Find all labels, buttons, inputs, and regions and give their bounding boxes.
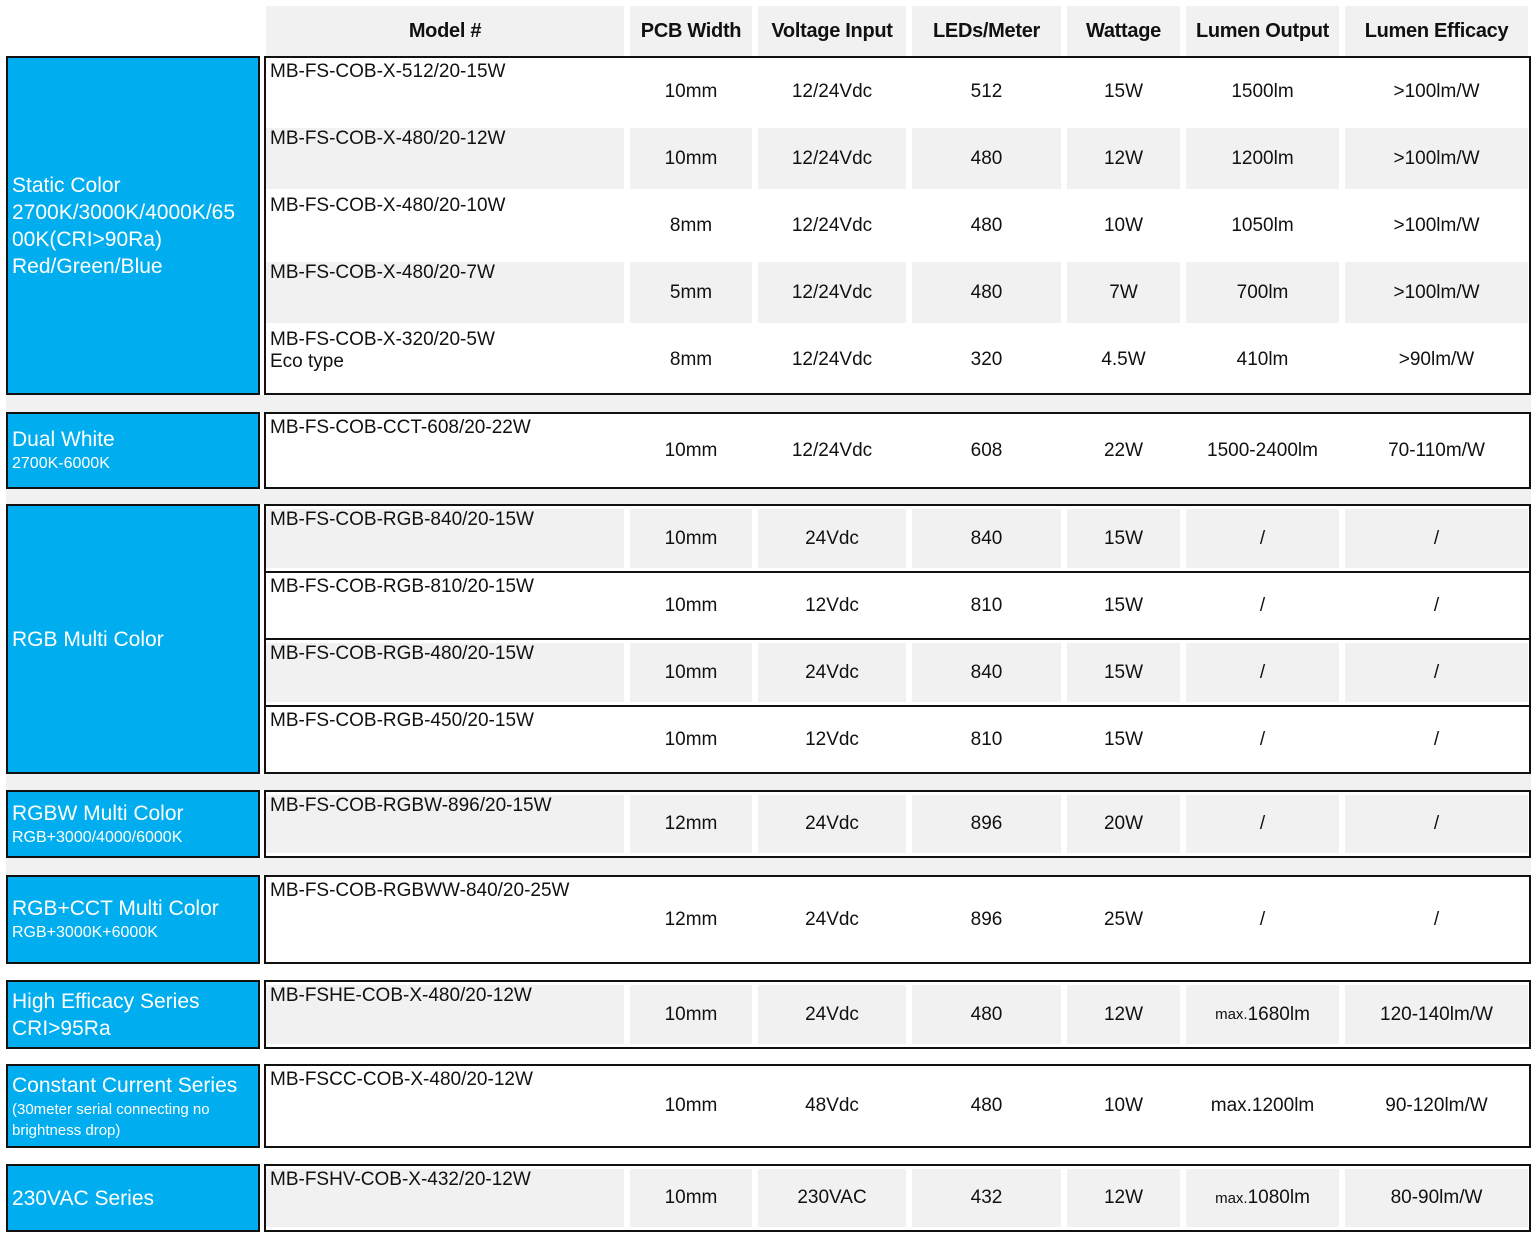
group-separator [6, 774, 1531, 790]
leds-cell: 896 [970, 908, 1003, 930]
model-note: Eco type [270, 351, 344, 372]
efficacy-cell: >100lm/W [1345, 128, 1528, 189]
category-title: 230VAC Series [12, 1186, 155, 1210]
efficacy-cell: >100lm/W [1393, 80, 1480, 102]
leds-cell: 896 [912, 795, 1061, 853]
wattage-cell: 10W [1103, 214, 1144, 236]
category-230vac [6, 1164, 260, 1232]
efficacy-cell: / [1433, 728, 1440, 750]
wattage-cell: 12W [1067, 128, 1180, 189]
model-cell: MB-FS-COB-X-320/20-5W Eco type [270, 329, 495, 372]
header-leds-per-meter: LEDs/Meter [912, 6, 1061, 56]
efficacy-cell: / [1433, 594, 1440, 616]
header-voltage-input: Voltage Input [758, 6, 906, 56]
wattage-cell: 12W [1067, 1169, 1180, 1227]
category-note: (30meter serial connecting no brightness drop) [12, 1100, 210, 1139]
wattage-cell: 15W [1103, 728, 1144, 750]
pcb-cell: 5mm [630, 262, 752, 323]
category-subtitle: RGB+3000/4000/6000K [12, 828, 183, 846]
wattage-cell: 12W [1067, 985, 1180, 1044]
efficacy-cell: / [1433, 908, 1440, 930]
leds-cell: 480 [970, 214, 1003, 236]
leds-cell: 480 [912, 128, 1061, 189]
model-cell: MB-FS-COB-RGB-480/20-15W [266, 643, 624, 702]
efficacy-cell: 70-110m/W [1388, 439, 1485, 461]
table-row [266, 792, 1529, 856]
lumen-cell: max. 1080lm [1186, 1169, 1339, 1227]
group-rows [264, 412, 1531, 489]
pcb-cell: 10mm [664, 1095, 718, 1116]
leds-cell: 840 [912, 509, 1061, 568]
group-separator [6, 489, 1531, 504]
table-row [266, 259, 1529, 326]
model-cell: MB-FS-COB-X-480/20-10W [270, 195, 506, 216]
header-lumen-output: Lumen Output [1186, 6, 1339, 56]
leds-cell: 840 [912, 643, 1061, 702]
group-separator [6, 395, 1531, 412]
efficacy-cell: / [1345, 509, 1528, 568]
table-row [266, 414, 1529, 487]
category-rgb-multi-color [6, 504, 260, 774]
category-line: CRI>95Ra [12, 1016, 111, 1040]
lumen-cell: 1500lm [1231, 80, 1294, 102]
category-line: Red/Green/Blue [12, 255, 163, 278]
pcb-cell: 12mm [630, 795, 752, 853]
pcb-cell: 10mm [630, 1169, 752, 1227]
table-row [266, 571, 1529, 638]
leds-cell: 608 [970, 439, 1003, 461]
model-cell: MB-FSCC-COB-X-480/20-12W [270, 1069, 533, 1090]
lumen-cell: max. 1680lm [1186, 985, 1339, 1044]
category-subtitle: RGB+3000K+6000K [12, 924, 158, 941]
lumen-cell: / [1259, 908, 1266, 930]
wattage-cell: 15W [1067, 509, 1180, 568]
pcb-cell: 12mm [664, 908, 718, 930]
table-row [266, 125, 1529, 192]
category-rgb-cct-multi-color [6, 875, 260, 964]
leds-cell: 480 [912, 262, 1061, 323]
voltage-cell: 12Vdc [805, 728, 859, 750]
pcb-cell: 10mm [630, 509, 752, 568]
group-230vac [6, 1164, 1531, 1232]
lumen-cell: / [1259, 594, 1266, 616]
efficacy-cell: >100lm/W [1393, 214, 1480, 236]
voltage-cell: 12Vdc [805, 594, 859, 616]
voltage-cell: 12/24Vdc [791, 439, 873, 461]
group-rows [264, 1064, 1531, 1148]
table-row [266, 638, 1529, 705]
pcb-cell: 10mm [664, 80, 718, 102]
voltage-cell: 12/24Vdc [791, 214, 873, 236]
lumen-prefix: max. [1215, 1006, 1248, 1023]
table-row [266, 705, 1529, 772]
lumen-cell: 1500-2400lm [1207, 439, 1318, 461]
voltage-cell: 12/24Vdc [758, 128, 906, 189]
leds-cell: 512 [970, 80, 1003, 102]
category-line: 2700K/3000K/4000K/65 [12, 201, 236, 224]
lumen-cell: / [1259, 728, 1266, 750]
header-pcb-width: PCB Width [630, 6, 752, 56]
model-cell: MB-FS-COB-RGBWW-840/20-25W [270, 880, 570, 901]
table-row [266, 877, 1529, 962]
group-separator [6, 858, 1531, 875]
category-subtitle: 2700K-6000K [12, 455, 110, 472]
category-title: Dual White [12, 428, 115, 451]
category-line: 00K(CRI>90Ra) [12, 228, 162, 251]
pcb-cell: 8mm [669, 348, 713, 370]
efficacy-cell: >100lm/W [1345, 262, 1528, 323]
category-title: Constant Current Series [12, 1073, 238, 1097]
model-cell: MB-FS-COB-RGBW-896/20-15W [266, 795, 624, 853]
efficacy-cell: 90-120lm/W [1385, 1095, 1488, 1116]
lumen-cell: / [1186, 509, 1339, 568]
wattage-cell: 20W [1067, 795, 1180, 853]
leds-cell: 480 [970, 1095, 1003, 1116]
group-rows [264, 980, 1531, 1049]
group-rgb-cct-multi-color [6, 875, 1531, 964]
model-cell: MB-FSHE-COB-X-480/20-12W [266, 985, 624, 1044]
wattage-cell: 7W [1067, 262, 1180, 323]
pcb-cell: 10mm [664, 728, 718, 750]
category-dual-white [6, 412, 260, 489]
model-cell: MB-FS-COB-X-480/20-7W [266, 262, 624, 323]
header-model: Model # [266, 6, 624, 56]
pcb-cell: 10mm [630, 985, 752, 1044]
table-row [266, 326, 1529, 393]
model-cell: MB-FS-COB-RGB-810/20-15W [270, 576, 534, 597]
wattage-cell: 4.5W [1101, 348, 1146, 370]
model-cell: MB-FS-COB-X-480/20-12W [266, 128, 624, 189]
pcb-cell: 10mm [664, 439, 718, 461]
group-rows [264, 875, 1531, 964]
category-title: Static Color [12, 174, 121, 197]
efficacy-cell: >90lm/W [1398, 348, 1475, 370]
voltage-cell: 24Vdc [758, 795, 906, 853]
voltage-cell: 12/24Vdc [791, 348, 873, 370]
table-row [266, 58, 1529, 125]
leds-cell: 432 [912, 1169, 1061, 1227]
group-rows [264, 56, 1531, 395]
efficacy-cell: / [1345, 795, 1528, 853]
table-header [266, 6, 1528, 56]
efficacy-cell: 80-90lm/W [1345, 1169, 1528, 1227]
group-rows [264, 504, 1531, 774]
lumen-cell: 1050lm [1231, 214, 1294, 236]
voltage-cell: 24Vdc [758, 985, 906, 1044]
leds-cell: 810 [970, 594, 1003, 616]
wattage-cell: 15W [1067, 643, 1180, 702]
model-cell: MB-FSHV-COB-X-432/20-12W [266, 1169, 624, 1227]
voltage-cell: 24Vdc [805, 908, 859, 930]
pcb-cell: 10mm [630, 643, 752, 702]
voltage-cell: 24Vdc [758, 643, 906, 702]
table-row [266, 1066, 1529, 1146]
group-constant-current [6, 1064, 1531, 1148]
wattage-cell: 15W [1103, 80, 1144, 102]
table-row [266, 192, 1529, 259]
wattage-cell: 22W [1103, 439, 1144, 461]
lumen-cell: 700lm [1186, 262, 1339, 323]
leds-cell: 810 [970, 728, 1003, 750]
table-row [266, 506, 1529, 571]
model-cell: MB-FS-COB-CCT-608/20-22W [270, 417, 531, 438]
category-title: RGBW Multi Color [12, 801, 184, 825]
category-high-efficacy [6, 980, 260, 1049]
voltage-cell: 12/24Vdc [758, 262, 906, 323]
lumen-cell: max.1200lm [1210, 1095, 1315, 1116]
wattage-cell: 10W [1103, 1095, 1144, 1116]
leds-cell: 480 [912, 985, 1061, 1044]
wattage-cell: 25W [1103, 908, 1144, 930]
leds-cell: 320 [970, 348, 1003, 370]
pcb-cell: 8mm [669, 214, 713, 236]
group-rgb-multi-color [6, 504, 1531, 774]
category-rgbw-multi-color [6, 790, 260, 858]
voltage-cell: 230VAC [758, 1169, 906, 1227]
model-cell: MB-FS-COB-RGB-840/20-15W [266, 509, 624, 568]
efficacy-cell: 120-140lm/W [1345, 985, 1528, 1044]
lumen-prefix: max. [1215, 1189, 1248, 1207]
model-cell: MB-FS-COB-X-512/20-15W [270, 61, 506, 82]
group-high-efficacy [6, 980, 1531, 1049]
pcb-cell: 10mm [664, 594, 718, 616]
model-cell: MB-FS-COB-RGB-450/20-15W [270, 710, 534, 731]
efficacy-cell: / [1345, 643, 1528, 702]
pcb-cell: 10mm [630, 128, 752, 189]
table-row [266, 1166, 1529, 1230]
category-title: RGB+CCT Multi Color [12, 897, 219, 920]
group-rgbw-multi-color [6, 790, 1531, 858]
header-lumen-efficacy: Lumen Efficacy [1345, 6, 1528, 56]
header-wattage: Wattage [1067, 6, 1180, 56]
group-static-color [6, 56, 1531, 395]
group-dual-white [6, 412, 1531, 489]
table-row [266, 982, 1529, 1047]
voltage-cell: 48Vdc [805, 1095, 859, 1116]
lumen-cell: 1200lm [1186, 128, 1339, 189]
voltage-cell: 12/24Vdc [791, 80, 873, 102]
voltage-cell: 24Vdc [758, 509, 906, 568]
category-static-color [6, 56, 260, 395]
lumen-cell: / [1186, 795, 1339, 853]
lumen-cell: / [1186, 643, 1339, 702]
lumen-cell: 410lm [1236, 348, 1289, 370]
group-rows [264, 1164, 1531, 1232]
category-title: RGB Multi Color [12, 627, 164, 651]
wattage-cell: 15W [1103, 594, 1144, 616]
group-rows [264, 790, 1531, 858]
category-title: High Efficacy Series [12, 989, 200, 1013]
category-constant-current [6, 1064, 260, 1148]
